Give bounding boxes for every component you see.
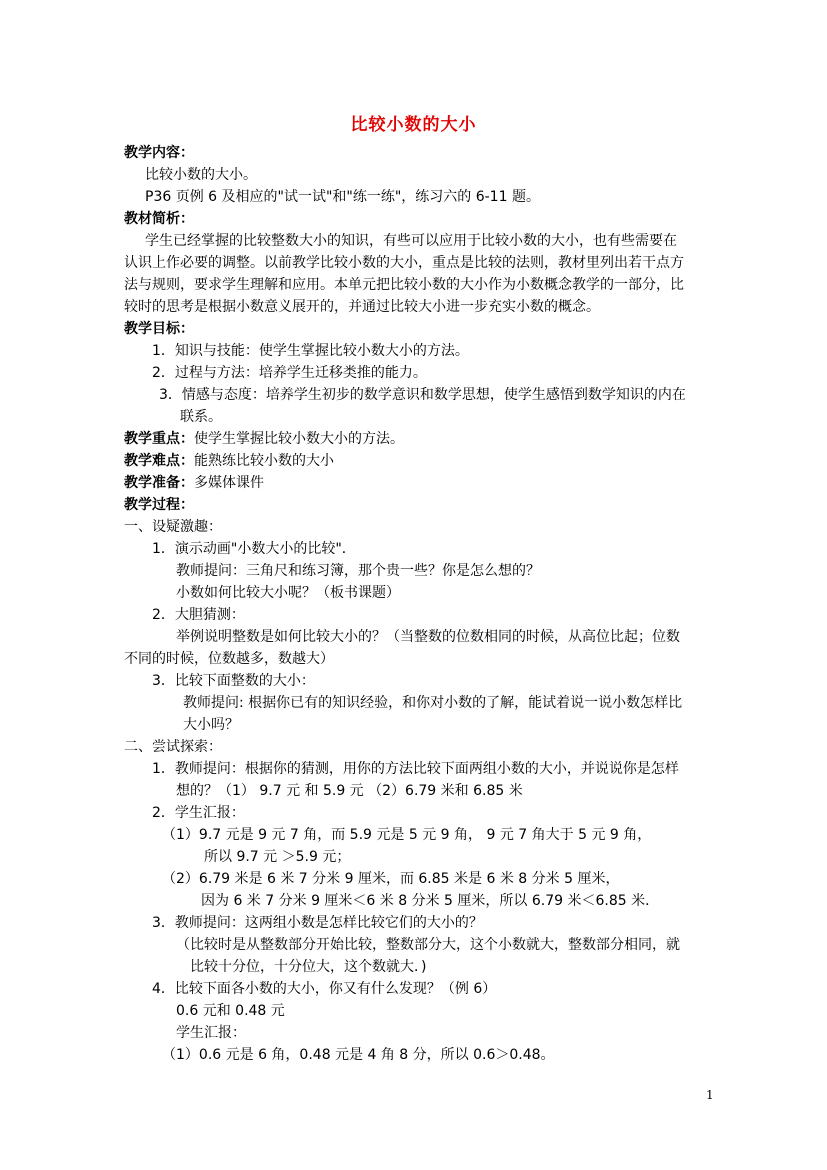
text-line <box>152 540 356 558</box>
text-line <box>124 496 194 514</box>
line-text: 比较小数的大小。 <box>145 167 257 183</box>
heading-value: 多媒体课件 <box>194 475 264 491</box>
section-heading: 教材简析： <box>124 211 194 227</box>
text-line <box>180 408 222 426</box>
text-line <box>152 980 496 998</box>
text-line <box>162 826 651 844</box>
line-text: 1．知识与技能：使学生掌握比较小数大小的方法。 <box>152 343 469 359</box>
text-line <box>145 188 540 206</box>
text-line <box>124 452 334 470</box>
line-text: 法与规则，要求学生理解和应用。本单元把比较小数的大小作为小数概念教学的一部分，比 <box>124 277 684 293</box>
text-line <box>124 144 194 162</box>
line-text: （比较时是从整数部分开始比较，整数部分大，这个小数就大，整数部分相同，就 <box>176 937 680 953</box>
text-line <box>124 650 334 668</box>
section-heading: 教学过程： <box>124 497 194 513</box>
text-line <box>176 584 400 602</box>
line-text: 教师提问: 根据你已有的知识经验，和你对小数的了解，能试着说一说小数怎样比 <box>183 695 683 711</box>
line-text: 不同的时候，位数越多，数越大） <box>124 651 334 667</box>
document-title: 比较小数的大小 <box>350 115 477 135</box>
text-line <box>176 936 680 954</box>
line-text: 教师提问：三角尺和练习簿，那个贵一些？你是怎么想的？ <box>176 563 540 579</box>
text-line <box>152 606 245 624</box>
line-text: 3．比较下面整数的大小： <box>152 673 315 689</box>
line-text: 3．教师提问：这两组小数是怎样比较它们的大小的？ <box>152 915 483 931</box>
text-line <box>124 430 404 448</box>
text-line <box>124 254 684 272</box>
text-line <box>159 386 686 404</box>
text-line <box>190 958 426 976</box>
line-text: 1．演示动画"小数大小的比较"． <box>152 541 356 557</box>
text-line <box>176 1024 246 1042</box>
heading-value: 使学生掌握比较小数大小的方法。 <box>194 431 404 447</box>
line-text: 因为 6 米 7 分米 9 厘米＜6 米 8 分米 5 厘米，所以 6.79 米＜6.85 米． <box>201 893 660 909</box>
line-text: 想的？（1） 9.7 元 和 5.9 元 （2）6.79 米和 6.85 米 <box>176 783 523 799</box>
line-text: 3．情感与态度：培养学生初步的数学意识和数学思想，使学生感悟到数学知识的内在 <box>159 387 686 403</box>
text-line <box>183 716 239 734</box>
line-text: 举例说明整数是如何比较大小的？（当整数的位数相同的时候，从高位比起；位数 <box>176 629 680 645</box>
text-line <box>152 804 245 822</box>
text-line <box>124 518 222 536</box>
page-number: 1 <box>706 1088 714 1102</box>
text-line <box>152 760 679 778</box>
text-line <box>124 298 600 316</box>
text-line <box>176 1002 285 1020</box>
text-line <box>124 210 194 228</box>
line-text: 2．过程与方法：培养学生迁移类推的能力。 <box>152 365 427 381</box>
section-heading: 教学目标： <box>124 321 194 337</box>
section-heading: 教学重点： <box>124 431 194 447</box>
text-line <box>124 474 264 492</box>
line-text: 一、设疑激趣： <box>124 519 222 535</box>
line-text: 二、尝试探索： <box>124 739 222 755</box>
heading-value: 能熟练比较小数的大小 <box>194 453 334 469</box>
line-text: 4．比较下面各小数的大小，你又有什么发现？（例 6） <box>152 981 497 997</box>
text-line <box>152 672 315 690</box>
text-line <box>152 914 483 932</box>
line-text: （1）9.7 元是 9 元 7 角，而 5.9 元是 5 元 9 角， 9 元 7 角大于 5 元 9 角， <box>162 827 652 843</box>
line-text: 认识上作必要的调整。以前教学比较小数的大小，重点是比较的法则，教材里列出若干点方 <box>124 255 684 271</box>
text-line <box>183 694 682 712</box>
line-text: （2）6.79 米是 6 米 7 分米 9 厘米，而 6.85 米是 6 米 8 分米 5 厘米， <box>162 871 620 887</box>
line-text: 小数如何比较大小呢？（板书课题） <box>176 585 400 601</box>
line-text: 学生已经掌握的比较整数大小的知识，有些可以应用于比较小数的大小，也有些需要在 <box>145 233 677 249</box>
line-text: 所以 9.7 元 ＞5.9 元； <box>204 849 351 865</box>
text-line <box>124 320 194 338</box>
section-heading: 教学难点： <box>124 453 194 469</box>
line-text: P36 页例 6 及相应的"试一试"和"练一练"，练习六的 6-11 题。 <box>145 189 540 205</box>
line-text: 大小吗？ <box>183 717 239 733</box>
line-text: 2．大胆猜测： <box>152 607 245 623</box>
line-text: 学生汇报： <box>176 1025 246 1041</box>
text-line <box>162 870 619 888</box>
text-line <box>145 232 677 250</box>
text-line <box>162 1046 555 1064</box>
text-line <box>176 782 523 800</box>
section-heading: 教学准备： <box>124 475 194 491</box>
section-heading: 教学内容： <box>124 145 194 161</box>
text-line <box>152 342 469 360</box>
line-text: 2．学生汇报： <box>152 805 245 821</box>
text-line <box>145 166 257 184</box>
text-line <box>176 562 540 580</box>
line-text: 0.6 元和 0.48 元 <box>176 1003 285 1019</box>
line-text: 较时的思考是根据小数意义展开的，并通过比较大小进一步充实小数的概念。 <box>124 299 600 315</box>
text-line <box>124 738 222 756</box>
text-line <box>204 848 350 866</box>
text-line <box>152 364 427 382</box>
text-line <box>124 276 684 294</box>
line-text: 1．教师提问：根据你的猜测，用你的方法比较下面两组小数的大小，并说说你是怎样 <box>152 761 679 777</box>
text-line <box>201 892 659 910</box>
line-text: 联系。 <box>180 409 222 425</box>
line-text: 比较十分位，十分位大，这个数就大．) <box>190 959 427 975</box>
text-line <box>176 628 680 646</box>
line-text: （1）0.6 元是 6 角，0.48 元是 4 角 8 分，所以 0.6＞0.48。 <box>162 1047 555 1063</box>
